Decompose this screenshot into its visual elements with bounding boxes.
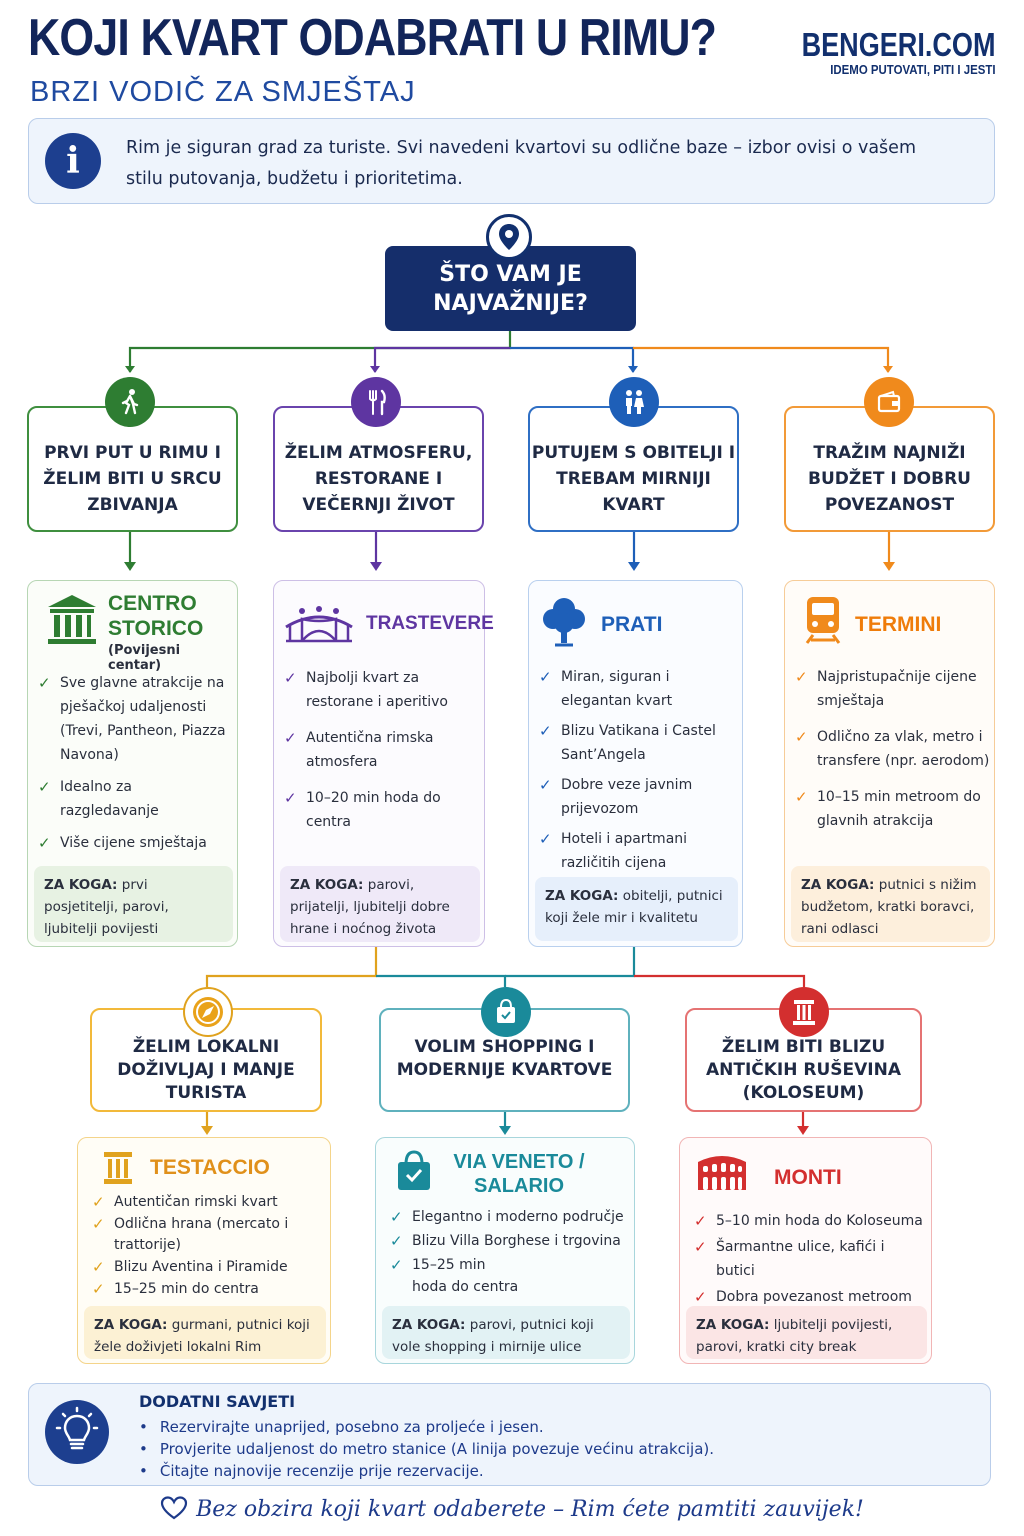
heart-icon bbox=[160, 1496, 188, 1520]
column-icon bbox=[779, 987, 829, 1037]
list-item: • Čitajte najnovije recenzije prije rezervacije. bbox=[139, 1460, 714, 1482]
list-item: ✓ Dobre veze javnim prijevozom bbox=[539, 776, 693, 817]
info-box bbox=[28, 118, 995, 204]
feature-list bbox=[795, 665, 991, 833]
list-item: ✓ Odlična hrana (mercato i trattorije) bbox=[92, 1215, 289, 1253]
list-item: • Provjerite udaljenost do metro stanice (A linija povezuje većinu atrakcija). bbox=[139, 1438, 714, 1460]
footer-text: Bez obzira koji kvart odaberete – Rim ćete pamtiti zauvijek! bbox=[196, 1497, 864, 1522]
category-label: TRAŽIM NAJNIŽI BUDŽET I DOBRU POVEZANOST bbox=[808, 443, 971, 515]
audience-box: ZA KOGA: parovi, putnici koji vole shopping i mirnije ulice bbox=[382, 1306, 630, 1359]
neighborhood-name: TESTACCIO bbox=[150, 1156, 270, 1179]
list-item: ✓ Autentična rimska atmosfera bbox=[284, 729, 434, 770]
audience-box: ZA KOGA: parovi, prijatelji, ljubitelji dobre hrane i noćnog života bbox=[280, 866, 480, 942]
feature-list bbox=[390, 1206, 626, 1298]
info-text: Rim je siguran grad za turiste. Svi navedeni kvartovi su odlične baze – izbor ovisi o vašem stilu putovanja, budžetu i prioritetima. bbox=[126, 138, 916, 189]
category-label: PRVI PUT U RIMU I ŽELIM BITI U SRCU ZBIVANJA bbox=[43, 443, 222, 515]
footer bbox=[0, 1496, 1024, 1522]
tips-box bbox=[28, 1383, 991, 1486]
info-icon: i bbox=[45, 133, 101, 189]
neighborhood-name: TRASTEVERE bbox=[366, 613, 494, 634]
audience-box: ZA KOGA: putnici s nižim budžetom, kratki boravci, rani odlasci bbox=[791, 866, 990, 942]
neighborhood-card-via-veneto[interactable] bbox=[375, 1137, 635, 1364]
tips-list bbox=[139, 1416, 714, 1482]
list-item: ✓ 15–25 min do centra bbox=[92, 1280, 259, 1298]
list-item: ✓ 10–20 min hoda do centra bbox=[284, 789, 441, 830]
list-item: ✓ Blizu Aventina i Piramide bbox=[92, 1258, 288, 1276]
train-icon bbox=[803, 595, 843, 649]
family-icon bbox=[609, 377, 659, 427]
bridge-icon bbox=[284, 601, 354, 647]
temple-icon bbox=[44, 593, 100, 649]
feature-list bbox=[284, 666, 474, 834]
list-item: ✓ Miran, siguran i elegantan kvart bbox=[539, 668, 673, 709]
list-item: ✓ Autentičan rimski kvart bbox=[92, 1193, 278, 1211]
feature-list bbox=[694, 1209, 926, 1309]
category-label: ŽELIM BITI BLIZU ANTIČKIH RUŠEVINA (KOLOSEUM) bbox=[705, 1037, 902, 1103]
list-item: ✓ 10–15 min metroom do glavnih atrakcija bbox=[795, 788, 981, 829]
list-item: ✓ Blizu Vatikana i Castel Sant’Angela bbox=[539, 722, 716, 763]
category-label: ŽELIM LOKALNI DOŽIVLJAJ I MANJE TURISTA bbox=[117, 1037, 295, 1103]
list-item: ✓ Najpristupačnije cijene smještaja bbox=[795, 668, 977, 709]
category-label: ŽELIM ATMOSFERU, RESTORANE I VEČERNJI ŽIVOT bbox=[284, 443, 473, 515]
audience-box: ZA KOGA: prvi posjetitelji, parovi, ljubitelji povijesti bbox=[34, 866, 233, 942]
list-item: ✓ Odlično za vlak, metro i transfere (npr. aerodom) bbox=[795, 728, 990, 769]
audience-box: ZA KOGA: obitelji, putnici koji žele mir i kvalitetu bbox=[535, 877, 738, 941]
walking-person-icon bbox=[105, 377, 155, 427]
neighborhood-name: TERMINI bbox=[855, 613, 942, 636]
central-question: ŠTO VAM JE NAJVAŽNIJE? bbox=[385, 246, 636, 331]
lightbulb-icon bbox=[45, 1400, 109, 1464]
list-item: ✓ Više cijene smještaja bbox=[38, 834, 207, 852]
audience-box: ZA KOGA: gurmani, putnici koji žele doživjeti lokalni Rim bbox=[84, 1306, 326, 1359]
neighborhood-name: VIA VENETO / SALARIO bbox=[453, 1151, 585, 1197]
feature-list bbox=[539, 665, 739, 875]
page-title: KOJI KVART ODABRATI U RIMU? bbox=[28, 9, 717, 67]
list-item: ✓ Šarmantne ulice, kafići i butici bbox=[694, 1238, 885, 1279]
column-icon bbox=[102, 1150, 134, 1190]
neighborhood-card-monti[interactable] bbox=[679, 1137, 932, 1364]
neighborhood-card-testaccio[interactable] bbox=[77, 1137, 331, 1364]
fork-knife-icon bbox=[351, 377, 401, 427]
list-item: ✓ 15–25 min hoda do centra bbox=[390, 1256, 519, 1295]
brand-block[interactable] bbox=[759, 26, 996, 77]
brand-tagline: IDEMO PUTOVATI, PITI I JESTI bbox=[830, 62, 996, 77]
neighborhood-card-termini[interactable] bbox=[784, 580, 995, 947]
neighborhood-card-trastevere[interactable] bbox=[273, 580, 494, 947]
list-item: ✓ 5–10 min hoda do Koloseuma bbox=[694, 1212, 923, 1230]
neighborhood-note: (Povijesni centar) bbox=[108, 643, 181, 673]
list-item: ✓ Blizu Villa Borghese i trgovina bbox=[390, 1232, 621, 1250]
location-pin-icon bbox=[486, 214, 532, 260]
feature-list bbox=[92, 1192, 324, 1300]
shopping-bag-icon bbox=[394, 1150, 434, 1196]
brand-name[interactable]: BENGERI.COM bbox=[802, 26, 996, 63]
list-item: ✓ Elegantno i moderno područje bbox=[390, 1208, 624, 1226]
feature-list bbox=[38, 671, 234, 855]
neighborhood-name: PRATI bbox=[601, 613, 663, 636]
list-item: ✓ Idealno za razgledavanje bbox=[38, 778, 159, 819]
list-item: ✓ Sve glavne atrakcije na pješačkoj udaljenosti (Trevi, Pantheon, Piazza Navona) bbox=[38, 674, 226, 763]
audience-box: ZA KOGA: ljubitelji povijesti, parovi, kratki city break bbox=[686, 1306, 927, 1359]
list-item: ✓ Najbolji kvart za restorane i aperitivo bbox=[284, 669, 448, 710]
page-subtitle: BRZI VODIČ ZA SMJEŠTAJ bbox=[30, 76, 416, 108]
compass-icon bbox=[183, 987, 233, 1037]
neighborhood-card-centro-storico[interactable] bbox=[27, 580, 238, 947]
tips-title: DODATNI SAVJETI bbox=[139, 1392, 296, 1411]
category-label: VOLIM SHOPPING I MODERNIJE KVARTOVE bbox=[396, 1037, 613, 1080]
neighborhood-name: MONTI bbox=[774, 1166, 842, 1189]
neighborhood-name: CENTRO STORICO bbox=[108, 592, 204, 640]
wallet-icon bbox=[864, 377, 914, 427]
category-label: PUTUJEM S OBITELJI I TREBAM MIRNIJI KVART bbox=[531, 443, 736, 515]
list-item: • Rezervirajte unaprijed, posebno za proljeće i jesen. bbox=[139, 1416, 714, 1438]
colosseum-icon bbox=[694, 1152, 750, 1196]
neighborhood-card-prati[interactable] bbox=[528, 580, 743, 947]
shopping-bag-icon bbox=[481, 987, 531, 1037]
tree-icon bbox=[541, 595, 587, 651]
list-item: ✓ Hoteli i apartmani različitih cijena bbox=[539, 830, 688, 871]
list-item: ✓ Dobra povezanost metroom bbox=[694, 1288, 912, 1306]
